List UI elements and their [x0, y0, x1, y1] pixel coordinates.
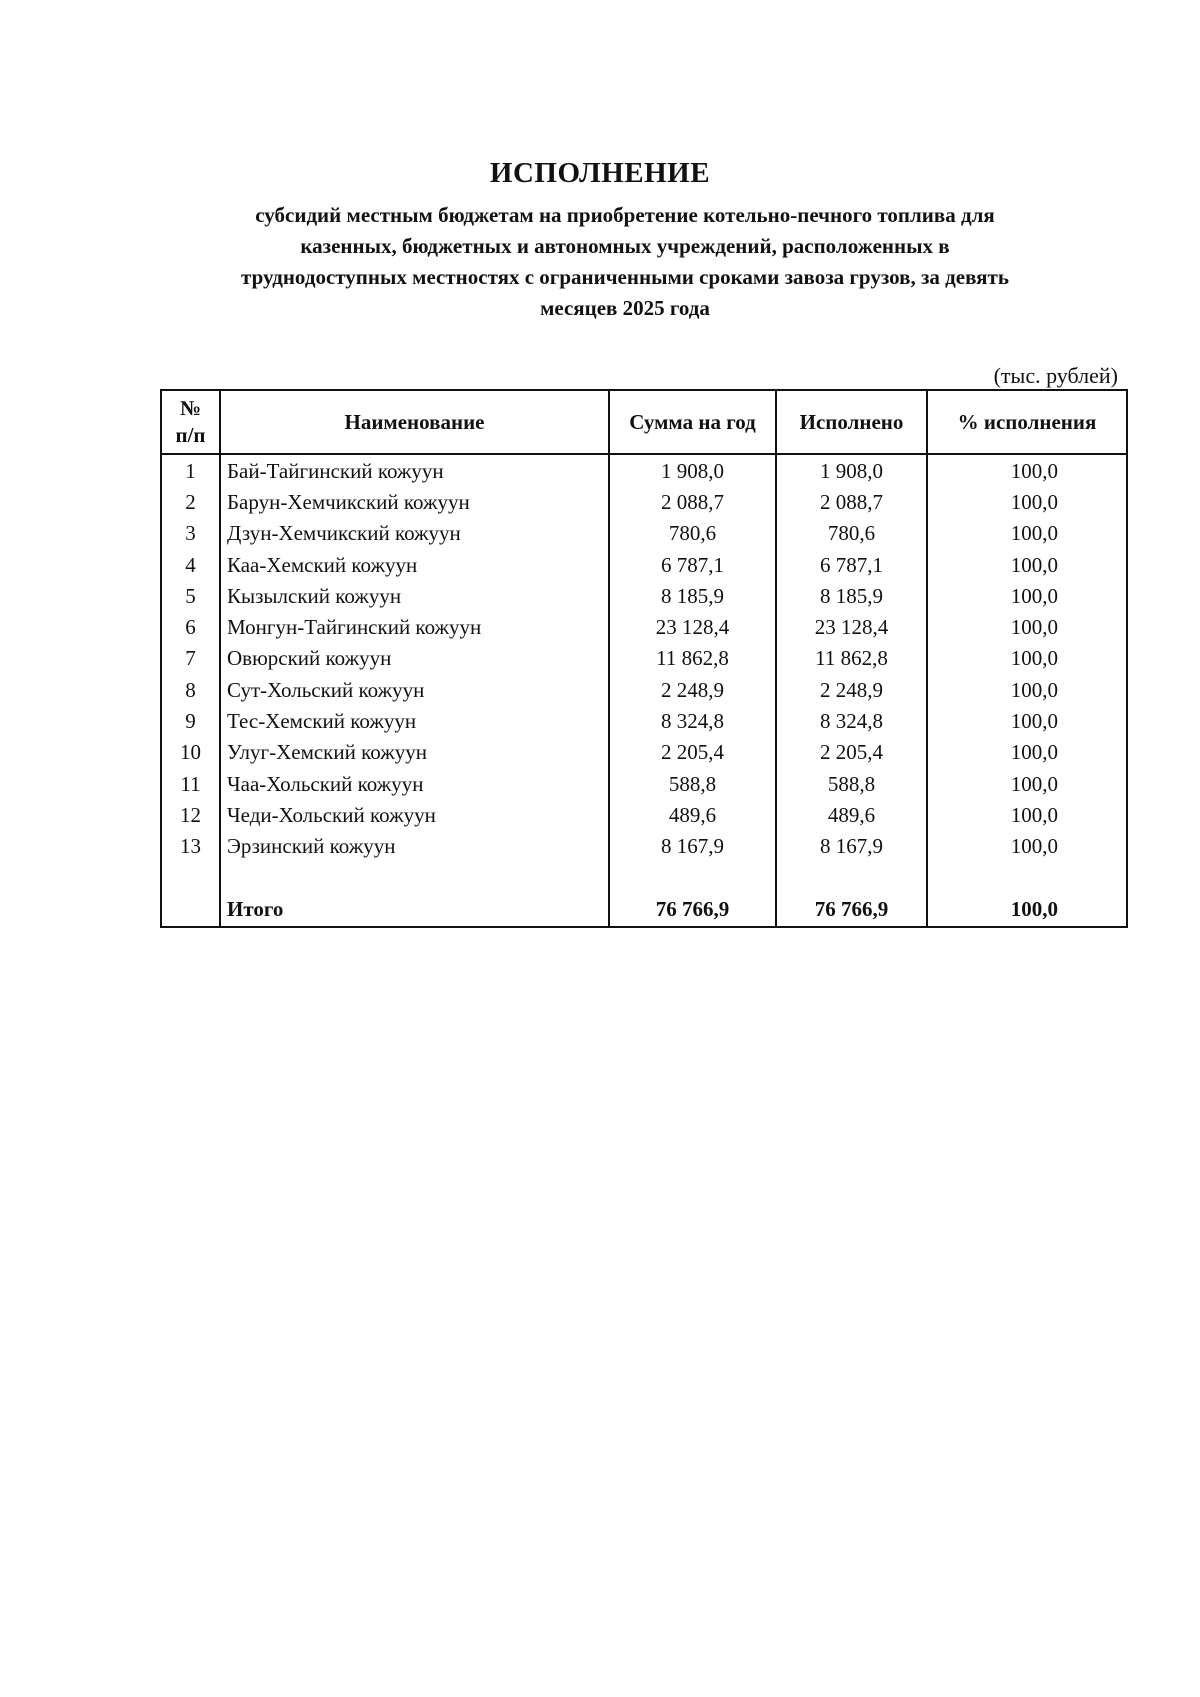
row-done: 588,8: [776, 768, 927, 799]
row-done: 11 862,8: [776, 643, 927, 674]
row-sum: 8 185,9: [609, 580, 776, 611]
table-row: [161, 831, 1127, 862]
row-name: Чеди-Хольский кожуун: [220, 799, 609, 830]
row-no: 8: [161, 674, 220, 705]
total-no: [161, 892, 220, 927]
row-no: 7: [161, 643, 220, 674]
row-done: 8 185,9: [776, 580, 927, 611]
row-name: Овюрский кожуун: [220, 643, 609, 674]
row-no: 10: [161, 737, 220, 768]
header-done: Исполнено: [776, 390, 927, 454]
spacer-cell: [609, 862, 776, 892]
row-sum: 1 908,0: [609, 454, 776, 486]
row-pct: 100,0: [927, 831, 1127, 862]
header-name: Наименование: [220, 390, 609, 454]
row-name: Тес-Хемский кожуун: [220, 705, 609, 736]
header-sum: Сумма на год: [609, 390, 776, 454]
row-sum: 11 862,8: [609, 643, 776, 674]
subtitle-line: месяцев 2025 года: [540, 296, 710, 320]
row-sum: 588,8: [609, 768, 776, 799]
spacer-cell: [161, 862, 220, 892]
row-name: Монгун-Тайгинский кожуун: [220, 611, 609, 642]
table-row: [161, 518, 1127, 549]
table-total-row: [161, 892, 1127, 927]
subtitle-line: труднодоступных местностях с ограниченными сроками завоза грузов, за девять: [241, 265, 1009, 289]
spacer-cell: [927, 862, 1127, 892]
row-no: 2: [161, 486, 220, 517]
units-label: (тыс. рублей): [993, 363, 1118, 388]
row-sum: 8 167,9: [609, 831, 776, 862]
subtitle-line: субсидий местным бюджетам на приобретение котельно-печного топлива для: [255, 203, 995, 227]
header-no: № п/п: [161, 390, 220, 454]
row-pct: 100,0: [927, 549, 1127, 580]
row-done: 2 088,7: [776, 486, 927, 517]
total-sum: 76 766,9: [609, 892, 776, 927]
table-row: [161, 580, 1127, 611]
row-name: Каа-Хемский кожуун: [220, 549, 609, 580]
row-sum: 23 128,4: [609, 611, 776, 642]
table-row: [161, 454, 1127, 486]
row-done: 489,6: [776, 799, 927, 830]
row-pct: 100,0: [927, 518, 1127, 549]
row-sum: 8 324,8: [609, 705, 776, 736]
row-sum: 2 205,4: [609, 737, 776, 768]
row-pct: 100,0: [927, 768, 1127, 799]
header-pct: % исполнения: [927, 390, 1127, 454]
table-row: [161, 486, 1127, 517]
row-sum: 2 248,9: [609, 674, 776, 705]
row-no: 4: [161, 549, 220, 580]
table-row: [161, 768, 1127, 799]
row-done: 1 908,0: [776, 454, 927, 486]
row-pct: 100,0: [927, 611, 1127, 642]
row-no: 11: [161, 768, 220, 799]
table-row: [161, 705, 1127, 736]
row-name: Бай-Тайгинский кожуун: [220, 454, 609, 486]
row-no: 12: [161, 799, 220, 830]
table-row: [161, 737, 1127, 768]
row-name: Кызылский кожуун: [220, 580, 609, 611]
row-done: 780,6: [776, 518, 927, 549]
table-row: [161, 611, 1127, 642]
row-sum: 6 787,1: [609, 549, 776, 580]
row-no: 9: [161, 705, 220, 736]
row-no: 6: [161, 611, 220, 642]
row-name: Дзун-Хемчикский кожуун: [220, 518, 609, 549]
row-done: 8 167,9: [776, 831, 927, 862]
row-pct: 100,0: [927, 737, 1127, 768]
row-pct: 100,0: [927, 643, 1127, 674]
spacer-cell: [776, 862, 927, 892]
row-name: Сут-Хольский кожуун: [220, 674, 609, 705]
table-spacer-row: [161, 862, 1127, 892]
row-name: Чаа-Хольский кожуун: [220, 768, 609, 799]
row-done: 23 128,4: [776, 611, 927, 642]
row-no: 1: [161, 454, 220, 486]
table-row: [161, 549, 1127, 580]
row-sum: 489,6: [609, 799, 776, 830]
table-row: [161, 799, 1127, 830]
row-sum: 2 088,7: [609, 486, 776, 517]
row-name: Барун-Хемчикский кожуун: [220, 486, 609, 517]
row-pct: 100,0: [927, 705, 1127, 736]
row-pct: 100,0: [927, 799, 1127, 830]
row-no: 3: [161, 518, 220, 549]
document-title: ИСПОЛНЕНИЕ: [489, 157, 711, 189]
row-done: 2 205,4: [776, 737, 927, 768]
subtitle-line: казенных, бюджетных и автономных учреждений, расположенных в: [300, 234, 950, 258]
row-no: 5: [161, 580, 220, 611]
row-done: 2 248,9: [776, 674, 927, 705]
row-pct: 100,0: [927, 580, 1127, 611]
row-pct: 100,0: [927, 454, 1127, 486]
total-name: Итого: [220, 892, 609, 927]
row-no: 13: [161, 831, 220, 862]
spacer-cell: [220, 862, 609, 892]
subsidy-table: [160, 389, 1128, 928]
document-subtitle: [175, 200, 1075, 324]
row-done: 8 324,8: [776, 705, 927, 736]
total-pct: 100,0: [927, 892, 1127, 927]
row-sum: 780,6: [609, 518, 776, 549]
row-name: Эрзинский кожуун: [220, 831, 609, 862]
row-pct: 100,0: [927, 486, 1127, 517]
row-done: 6 787,1: [776, 549, 927, 580]
table-row: [161, 674, 1127, 705]
table-row: [161, 643, 1127, 674]
table-header-row: [161, 390, 1127, 454]
row-pct: 100,0: [927, 674, 1127, 705]
row-name: Улуг-Хемский кожуун: [220, 737, 609, 768]
total-done: 76 766,9: [776, 892, 927, 927]
